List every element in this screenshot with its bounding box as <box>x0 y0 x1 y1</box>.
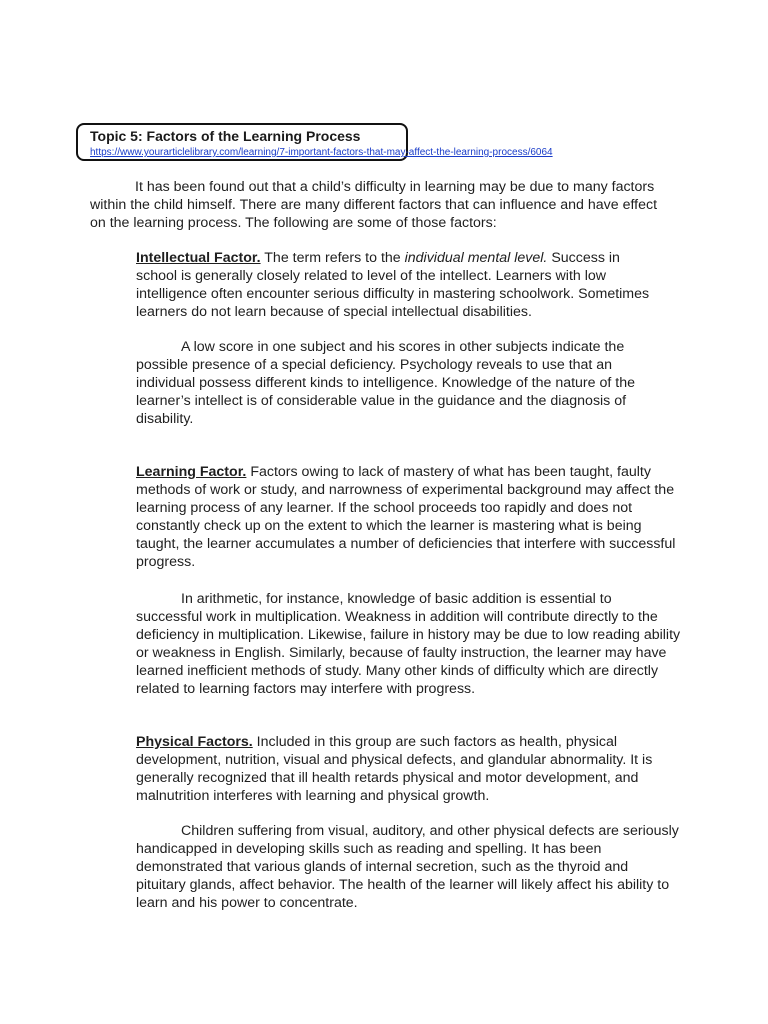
source-link[interactable]: https://www.yourarticlelibrary.com/learning/7-important-factors-that-may-affect-the-learning-process/6064 <box>90 147 553 158</box>
learning-factor-detail: In arithmetic, for instance, knowledge of basic addition is essential to successful work in multiplication. Weakness in addition will contribute directly to the deficiency in multiplication. Likewise, failure in history may be due to low reading ability or weakness in English. Similarly, because of faulty instruction, the learner may have learned inefficient methods of study. Many other kinds of difficulty which are directly related to learning factors may interfere with progress. <box>136 591 681 697</box>
intellectual-factor-text-a: The term refers to the <box>260 250 405 266</box>
physical-factors-heading: Physical Factors. <box>136 734 253 750</box>
intro-paragraph: It has been found out that a child’s difficulty in learning may be due to many factors within the child himself. There are many different factors that can influence and have effect on the learning process. The following are some of those factors: <box>90 179 658 231</box>
intellectual-factor-paragraph <box>136 249 661 321</box>
learning-factor-heading: Learning Factor. <box>136 464 247 480</box>
intellectual-factor-heading: Intellectual Factor. <box>136 250 261 266</box>
learning-factor-text: Factors owing to lack of mastery of what has been taught, faulty methods of work or study, and narrowness of experimental background may affect the learning process of any learner. If the school proceeds too rapidly and does not constantly check up on the extent to which the learner is mastering what is being taught, the learner accumulates a number of deficiencies that interfere with successful progress. <box>136 464 676 570</box>
learning-factor-paragraph <box>136 463 676 571</box>
intellectual-factor-text-b: Success in school is generally closely related to level of the intellect. Learners with low intelligence often encounter serious difficulty in mastering schoolwork. Sometimes learners do not learn because of special intellectual disabilities. <box>136 250 650 320</box>
intellectual-factor-emphasis: individual mental level. <box>404 250 548 266</box>
physical-factors-text: Included in this group are such factors as health, physical development, nutrition, visual and physical defects, and glandular abnormality. It is generally recognized that ill health retards physical and motor development, and malnutrition interferes with learning and physical growth. <box>136 734 653 804</box>
physical-factors-detail: Children suffering from visual, auditory, and other physical defects are seriously handicapped in developing skills such as reading and spelling. It has been demonstrated that various glands of internal secretion, such as the thyroid and pituitary glands, affect behavior. The health of the learner will likely affect his ability to learn and his power to concentrate. <box>136 823 679 911</box>
page-title: Topic 5: Factors of the Learning Process <box>90 128 361 144</box>
physical-factors-paragraph <box>136 733 656 805</box>
intellectual-factor-detail: A low score in one subject and his scores in other subjects indicate the possible presence of a special deficiency. Psychology reveals to use that an individual possess different kinds to intelligence. Knowledge of the nature of the learner’s intellect is of considerable value in the guidance and the diagnosis of disability. <box>136 339 635 427</box>
